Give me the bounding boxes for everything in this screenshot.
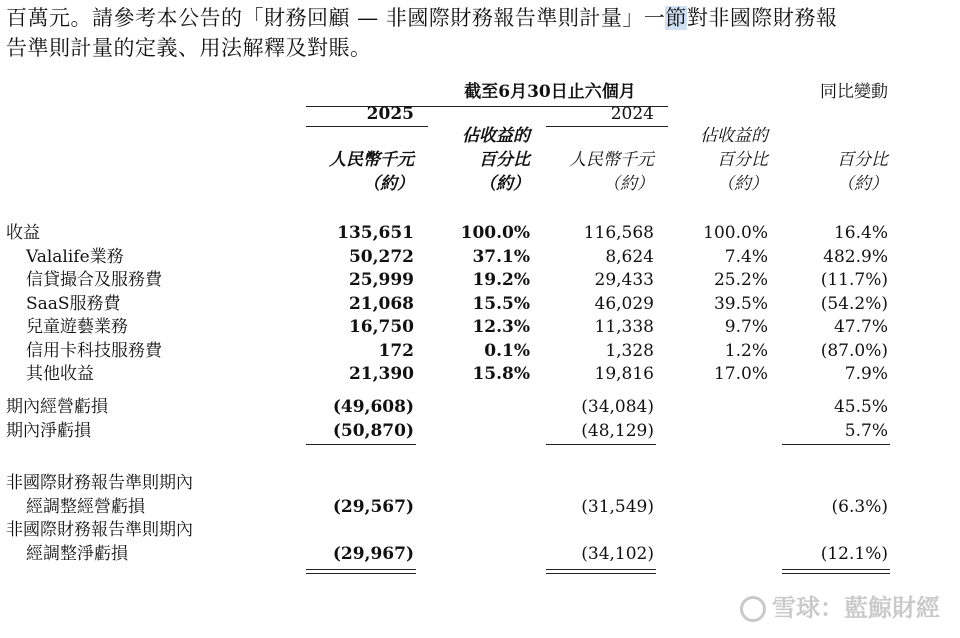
row-label-net-loss: 期內淨虧損 xyxy=(6,421,91,441)
cell-2024-pct: 25.2% xyxy=(713,270,768,290)
intro-text-b: 對非國際財務報 xyxy=(686,6,838,30)
cell-2025-amount: 172 xyxy=(378,341,414,361)
cell-2025-amount: 135,651 xyxy=(337,223,414,243)
row-label-credit-card-tech: 信用卡科技服務費 xyxy=(26,341,162,361)
row-label-saas: SaaS服務費 xyxy=(26,294,121,314)
col4-header-1: 佔收益的 xyxy=(700,126,768,146)
snowball-logo-icon xyxy=(740,596,766,622)
col5-header: 百分比 xyxy=(837,150,888,170)
cell-2024-pct: 39.5% xyxy=(713,294,768,314)
row-label-revenue: 收益 xyxy=(6,223,40,243)
col1-approx: （約） xyxy=(363,174,414,194)
cell-2024-pct: 17.0% xyxy=(713,364,768,384)
intro-text-a: 百萬元。請參考本公告的「財務回顧 — 非國際財務報告準則計量」一 xyxy=(6,6,666,30)
row-label-adj-net-1: 非國際財務報告準則期內 xyxy=(6,520,193,540)
cell-2025-amount: (29,567) xyxy=(332,497,414,517)
cell-2024-amount: (31,549) xyxy=(581,497,654,517)
cell-2025-pct: 0.1% xyxy=(484,341,530,361)
cell-2025-pct: 12.3% xyxy=(472,317,530,337)
highlighted-text[interactable]: 節 xyxy=(665,6,687,30)
total-rule-change xyxy=(782,569,890,574)
col3-approx: （約） xyxy=(603,174,654,194)
intro-line-2: 告準則計量的定義、用法解釋及對賬。 xyxy=(6,36,372,60)
net-loss-rule-2025 xyxy=(306,444,416,445)
col2-header-2: 百分比 xyxy=(479,150,530,170)
cell-2024-amount: 46,029 xyxy=(594,294,654,314)
cell-2024-amount: (34,102) xyxy=(581,544,654,564)
cell-2025-pct: 19.2% xyxy=(472,270,530,290)
cell-2024-amount: 29,433 xyxy=(594,270,654,290)
cell-2025-amount: 50,272 xyxy=(348,247,414,267)
cell-2025-pct: 100.0% xyxy=(460,223,530,243)
cell-2024-amount: (34,084) xyxy=(581,397,654,417)
change-header: 同比變動 xyxy=(820,82,888,102)
cell-2024-pct: 100.0% xyxy=(703,223,768,243)
cell-2024-pct: 7.4% xyxy=(724,247,768,267)
cell-2025-amount: 21,068 xyxy=(348,294,414,314)
col4-approx: （約） xyxy=(717,174,768,194)
row-label-other-revenue: 其他收益 xyxy=(26,364,94,384)
intro-line-1 xyxy=(6,2,837,32)
cell-2025-pct: 37.1% xyxy=(472,247,530,267)
cell-2025-amount: 25,999 xyxy=(348,270,414,290)
net-loss-rule-change xyxy=(782,444,890,445)
net-loss-rule-2024 xyxy=(546,444,656,445)
period-header: 截至6月30日止六個月 xyxy=(464,82,636,102)
cell-2025-amount: (29,967) xyxy=(332,544,414,564)
cell-change: (6.3%) xyxy=(831,497,888,517)
cell-2024-amount: 116,568 xyxy=(583,223,654,243)
cell-2024-amount: (48,129) xyxy=(581,421,654,441)
row-label-adj-net-2: 經調整淨虧損 xyxy=(26,544,128,564)
cell-change: 16.4% xyxy=(833,223,888,243)
col2-approx: （約） xyxy=(479,174,530,194)
cell-change: 47.7% xyxy=(833,317,888,337)
cell-2024-amount: 1,328 xyxy=(605,341,654,361)
col1-unit: 人民幣千元 xyxy=(329,150,414,170)
year-2024-underline xyxy=(546,126,668,127)
row-label-adj-op-1: 非國際財務報告準則期內 xyxy=(6,473,193,493)
cell-2024-amount: 11,338 xyxy=(594,317,654,337)
cell-2024-pct: 9.7% xyxy=(724,317,768,337)
row-label-valalife: Valalife業務 xyxy=(26,247,124,267)
cell-change: (54.2%) xyxy=(820,294,888,314)
cell-change: 5.7% xyxy=(844,421,888,441)
col4-header-2: 百分比 xyxy=(717,150,768,170)
cell-change: (11.7%) xyxy=(820,270,888,290)
cell-2025-pct: 15.5% xyxy=(472,294,530,314)
cell-change: 482.9% xyxy=(823,247,888,267)
col2-header-1: 佔收益的 xyxy=(462,126,530,146)
cell-change: (12.1%) xyxy=(820,544,888,564)
cell-2024-amount: 19,816 xyxy=(594,364,654,384)
row-label-kids-entertainment: 兒童遊藝業務 xyxy=(26,317,128,337)
row-label-operating-loss: 期內經營虧損 xyxy=(6,397,108,417)
total-rule-2025 xyxy=(306,569,416,574)
cell-2024-amount: 8,624 xyxy=(605,247,654,267)
cell-change: 7.9% xyxy=(844,364,888,384)
cell-2025-amount: (50,870) xyxy=(332,421,414,441)
col3-unit: 人民幣千元 xyxy=(569,150,654,170)
col5-approx: （約） xyxy=(837,174,888,194)
cell-2025-pct: 15.8% xyxy=(472,364,530,384)
watermark-text: 雪球：藍鯨財經 xyxy=(772,594,940,622)
cell-2025-amount: 16,750 xyxy=(348,317,414,337)
watermark xyxy=(740,588,940,623)
total-rule-2024 xyxy=(546,569,656,574)
year-2024: 2024 xyxy=(610,104,654,124)
cell-2025-amount: (49,608) xyxy=(332,397,414,417)
cell-2025-amount: 21,390 xyxy=(348,364,414,384)
year-2025-underline xyxy=(306,126,428,127)
year-2025: 2025 xyxy=(366,104,414,124)
row-label-credit-matching: 信貸撮合及服務費 xyxy=(26,270,162,290)
cell-change: (87.0%) xyxy=(820,341,888,361)
cell-change: 45.5% xyxy=(833,397,888,417)
cell-2024-pct: 1.2% xyxy=(724,341,768,361)
row-label-adj-op-2: 經調整經營虧損 xyxy=(26,497,145,517)
